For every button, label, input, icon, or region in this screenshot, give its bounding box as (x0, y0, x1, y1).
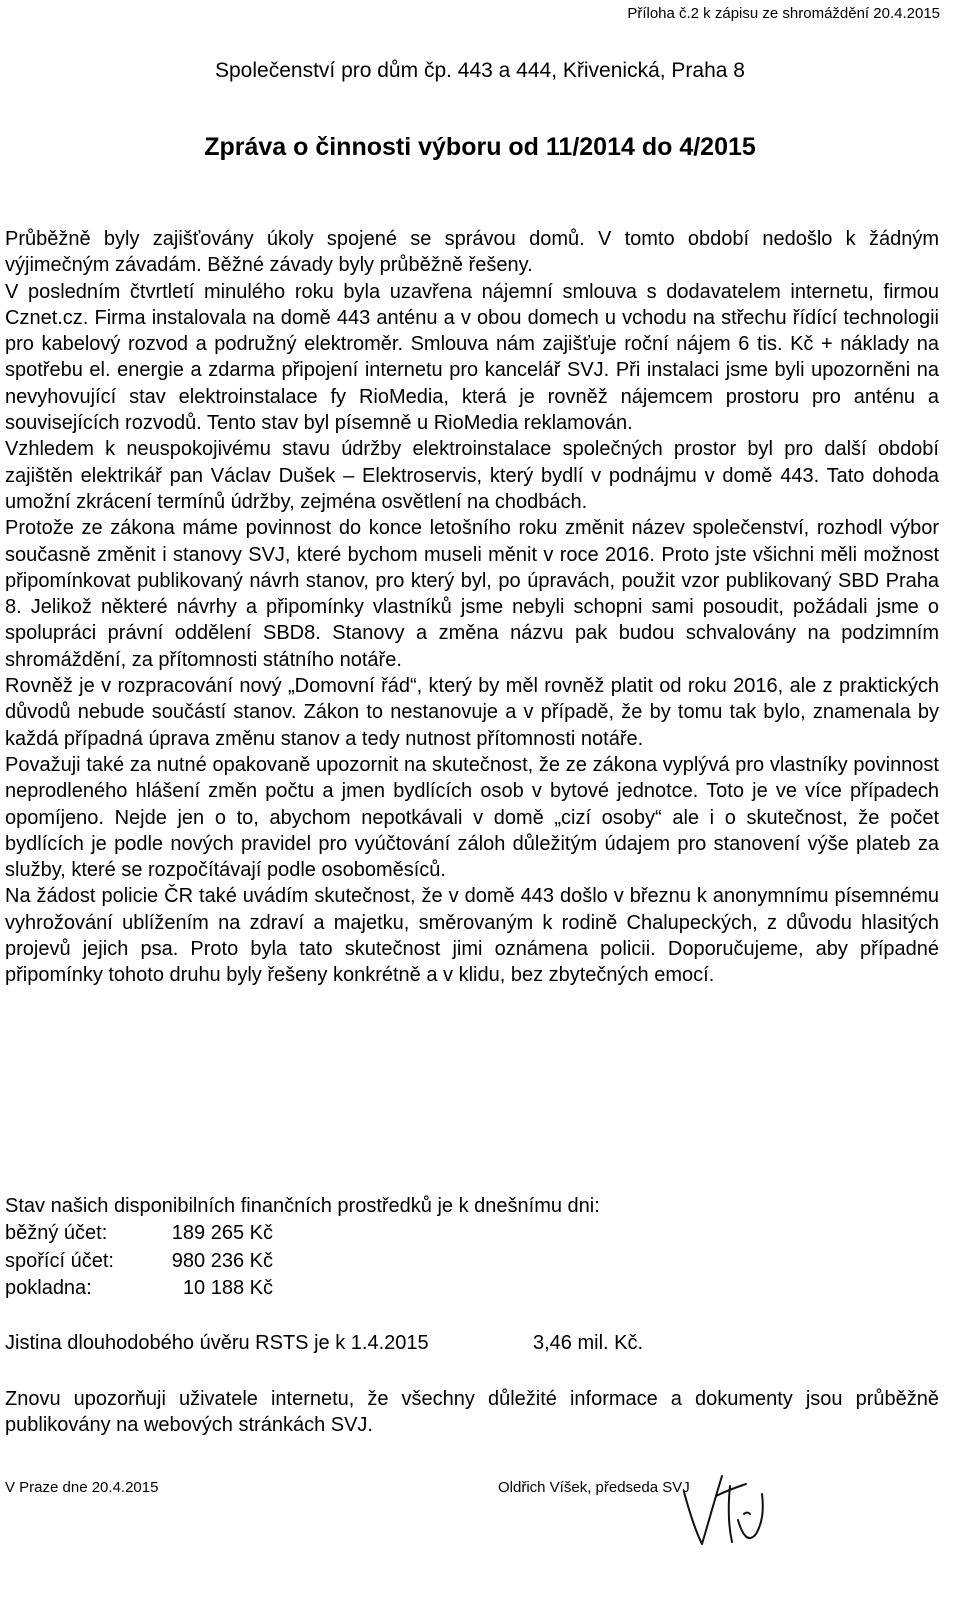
signatory: Oldřich Víšek, předseda SVJ (498, 1479, 690, 1496)
paragraph: Průběžně byly zajišťovány úkoly spojené se správou domů. V tomto období nedošlo k žádným výjimečným závadám. Běžné závady byly průběžně řešeny. (5, 228, 939, 277)
finance-label: běžný účet: (5, 1222, 108, 1244)
finance-amount: 10 188 Kč (182, 1277, 273, 1299)
finance-label: spořící účet: (5, 1249, 114, 1272)
finance-intro: Stav našich disponibilních finančních prostředků je k dnešnímu dni: (5, 1195, 600, 1217)
paragraph: Rovněž je v rozpracování nový „Domovní řád“, který by měl rovněž platit od roku 2016, ale z praktických důvodů nebude součástí stanov. Zákon to nestanovuje a v případě, že by tomu tak bylo, znamenala by každá případná úprava změnu stanov a tedy nutnost přítomnosti notáře. (5, 675, 939, 750)
paragraph: Protože ze zákona máme povinnost do konce letošního roku změnit název společenství, rozhodl výbor současně změnit i stanovy SVJ, které bychom museli měnit v roce 2016. Proto jste všichni měli možnost připomínkovat publikovaný návrh stanov, pro který byl, po úpravách, použit vzor publikovaný SBD Praha 8. Jelikož některé návrhy a připomínky vlastníků jsme nebyli schopni sami posoudit, požádali jsme o spolupráci právní oddělení SBD8. Stanovy a změna názvu pak budou schvalovány na podzimním shromáždění, za přítomnosti státního notáře. (5, 517, 939, 671)
finance-amount: 189 265 Kč (171, 1222, 273, 1244)
loan-text: Jistina dlouhodobého úvěru RSTS je k 1.4.2015 (5, 1332, 429, 1354)
paragraph: V posledním čtvrtletí minulého roku byla uzavřena nájemní smlouva s dodavatelem internetu, firmou Cznet.cz. Firma instalovala na domě 443 anténu a v obou domech u vchodu na střechu řídící technologii pro kabelový rozvod a podružný elektroměr. Smlouva nám zajišťuje roční nájem 6 tis. Kč + náklady na spotřebu el. energie a zdarma připojení internetu pro kancelář SVJ. Při instalaci jsme byli upozorněni na nevyhovující stav elektroinstalace fy RioMedia, která je rovněž nájemcem prostoru pro anténu a souvisejících rozvodů. Tento stav byl písemně u RioMedia reklamován. (5, 280, 939, 435)
place-date: V Praze dne 20.4.2015 (5, 1479, 159, 1496)
paragraph: Považuji také za nutné opakovaně upozornit na skutečnost, že ze zákona vyplývá pro vlastníky povinnost neprodleného hlášení změn počtu a jmen bydlících osob v bytové jednotce. Toto je ve více případech opomíjeno. Nejde jen o to, abychom nepotkávali v domě „cizí osoby“ ale i o skutečnost, že počet bydlících je podle nových pravidel pro vyúčtování záloh důležitým údajem pro stanovení výše plateb za služby, které se rozpočítávají podle osoboměsíců. (5, 753, 939, 882)
paragraph: Na žádost policie ČR také uvádím skutečnost, že v domě 443 došlo v březnu k anonymnímu písemnému vyhrožování ublížením na zdraví a majetku, směrovaným k rodině Chalupeckých, z důvodu hlasitých projevů jejich psa. Proto byla tato skutečnost jimi oznámena policii. Doporučujeme, aby případné připomínky tohoto druhu byly řešeny konkrétně a v klidu, bez zbytečných emocí. (5, 885, 939, 987)
loan-line (5, 1330, 644, 1356)
internet-notice: Znovu upozorňuji uživatele internetu, že všechny důležité informace a dokumenty jsou průběžně publikovány na webových stránkách SVJ. (5, 1388, 939, 1437)
report-body (5, 226, 939, 989)
attachment-note: Příloha č.2 k zápisu ze shromáždění 20.4.2015 (627, 5, 940, 22)
paragraph: Vzhledem k neuspokojivému stavu údržby elektroinstalace společných prostor byl pro další období zajištěn elektrikář pan Václav Dušek – Elektroservis, který bydlí v podnájmu v domě 443. Tato dohoda umožní zkrácení termínů údržby, zejména osvětlení na chodbách. (5, 438, 939, 513)
loan-amount: 3,46 mil. Kč. (533, 1332, 644, 1354)
association-name: Společenství pro dům čp. 443 a 444, Křivenická, Praha 8 (215, 59, 745, 82)
handwritten-signature (676, 1464, 776, 1560)
report-title: Zpráva o činnosti výboru od 11/2014 do 4/2015 (204, 133, 756, 161)
finance-amount: 980 236 Kč (171, 1249, 273, 1272)
finance-label: pokladna: (5, 1277, 92, 1299)
